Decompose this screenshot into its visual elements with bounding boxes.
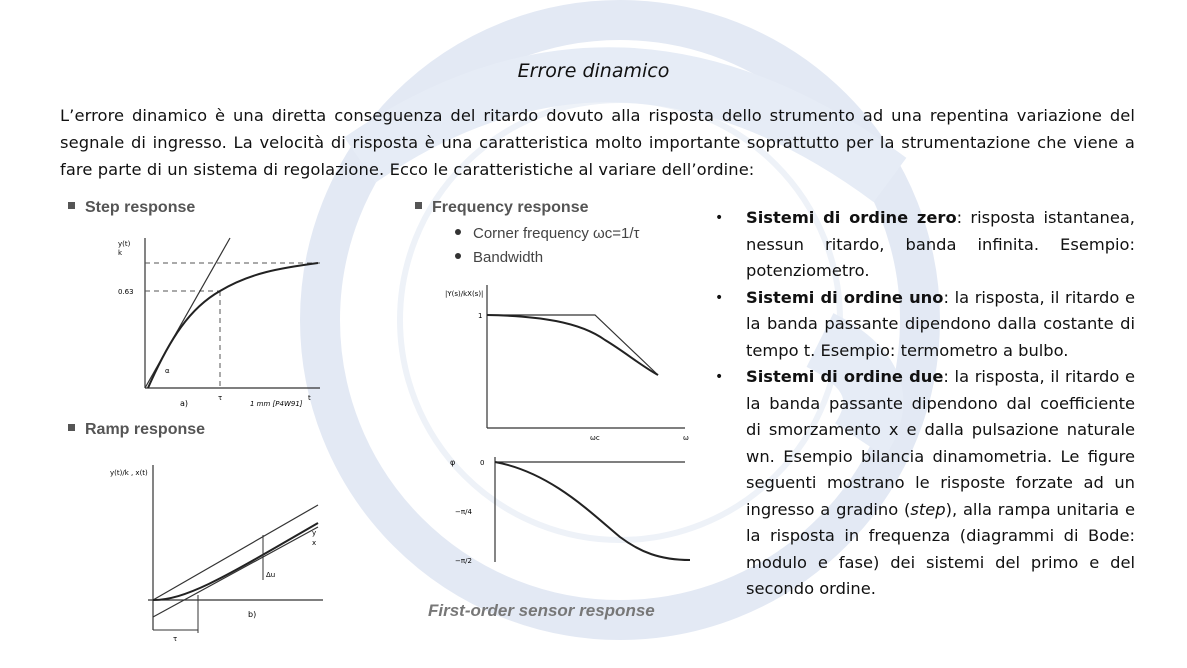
dot-bullet-icon [455, 253, 461, 259]
frequency-response-title: Frequency response [415, 199, 589, 217]
svg-text:y: y [312, 529, 317, 537]
square-bullet-icon [415, 202, 422, 209]
step-response-title: Step response [68, 199, 195, 217]
corner-frequency-item: Corner frequency ωc=1/τ [455, 225, 639, 242]
svg-text:τ: τ [218, 394, 223, 402]
svg-text:a): a) [180, 399, 189, 408]
svg-text:|Y(s)/kX(s)|: |Y(s)/kX(s)| [445, 290, 484, 298]
ramp-response-title: Ramp response [68, 421, 205, 439]
svg-text:b): b) [248, 610, 257, 619]
list-item: • Sistemi di ordine due: la risposta, il ritardo e la banda passante dipendono dal coefficiente di smorzamento x e dalla pulsazione naturale wn. Esempio bilancia dinamometria. Le figure seguenti mostrano le risposte forzate ad un ingresso a gradino (step), alla rampa unitaria e la risposta in frequenza (diagrammi di Bode: modulo e fase) dei sistemi del primo e del secondo ordine. [715, 364, 1135, 603]
bode-magnitude-chart [440, 280, 695, 445]
ramp-y-label: y(t)/k , x(t) [110, 469, 148, 477]
step-response-chart [110, 228, 345, 413]
svg-text:1 mm [P4W91]: 1 mm [P4W91] [250, 400, 303, 408]
bode-phase-chart [440, 452, 695, 572]
svg-text:1: 1 [478, 312, 483, 320]
svg-text:ω: ω [683, 434, 689, 442]
svg-text:−π/2: −π/2 [455, 557, 472, 565]
square-bullet-icon [68, 424, 75, 431]
bandwidth-item: Bandwidth [455, 249, 543, 266]
step-y-label: y(t) [118, 240, 131, 248]
list-item: • Sistemi di ordine zero: risposta istantanea, nessun ritardo, banda infinita. Esempio: potenziometro. [715, 205, 1135, 285]
square-bullet-icon [68, 202, 75, 209]
bullet-icon: • [715, 369, 724, 385]
figure-caption: First-order sensor response [428, 601, 655, 620]
svg-text:x: x [312, 539, 317, 547]
list-item: • Sistemi di ordine uno: la risposta, il ritardo e la banda passante dipendono dalla costante di tempo t. Esempio: termometro a bulbo. [715, 285, 1135, 365]
order-systems-list [715, 205, 1135, 603]
svg-text:k: k [118, 249, 123, 257]
svg-text:φ: φ [450, 458, 456, 467]
step-level-label: 0.63 [118, 288, 134, 296]
bullet-icon: • [715, 210, 724, 226]
svg-text:Δu: Δu [266, 571, 276, 579]
svg-text:−π/4: −π/4 [455, 508, 472, 516]
svg-text:t: t [308, 394, 311, 402]
svg-text:0: 0 [480, 459, 485, 467]
svg-text:ωc: ωc [590, 434, 600, 442]
bullet-icon: • [715, 289, 724, 306]
svg-text:α: α [165, 367, 170, 375]
dot-bullet-icon [455, 229, 461, 235]
page-title: Errore dinamico [517, 60, 670, 82]
svg-text:τ: τ [173, 635, 178, 643]
ramp-response-chart [108, 455, 343, 645]
intro-paragraph: L’errore dinamico è una diretta conseguenza del ritardo dovuto alla risposta dello strumento ad una repentina variazione del segnale di ingresso. La velocità di risposta è una caratteristica molto importante soprattutto per la strumentazione che viene a fare parte di un sistema di regolazione. Ecco le caratteristiche al variare dell’ordine: [60, 106, 1135, 179]
